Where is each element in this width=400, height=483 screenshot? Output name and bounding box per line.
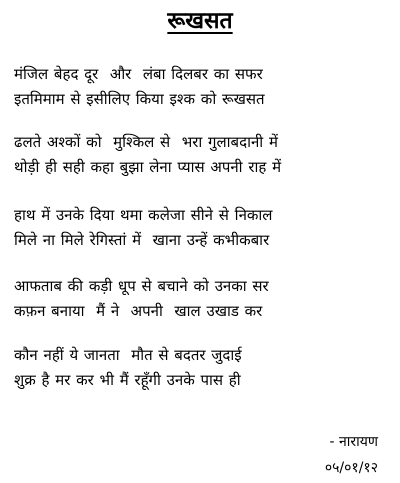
stanza-1 xyxy=(14,62,394,112)
poem-line: इतमिमाम से इसीलिए किया इश्क को रूखसत xyxy=(14,90,265,108)
poem-line: आफताब की कड़ी धूप से बचाने को उनका सर xyxy=(14,277,269,295)
stanza-5 xyxy=(14,343,394,393)
poem-line: ढलते अश्कों को मुश्किल से भरा गुलाबदानी में xyxy=(14,133,278,151)
stanza-3 xyxy=(14,203,394,253)
poem-line: कौन नहीं ये जानता मौत से बदतर जुदाई xyxy=(14,346,242,364)
poem-line: थोड़ी ही सही कहा बुझा लेना प्यास अपनी राह में xyxy=(14,158,282,176)
poem-line: हाथ में उनके दिया थमा कलेजा सीने से निकाल xyxy=(14,206,273,224)
stanza-2 xyxy=(14,130,394,180)
poem-line: शुक्र है मर कर भी मैं रहूँगी उनके पास ही xyxy=(14,371,241,389)
poem-date: ०५/०१/१२ xyxy=(324,460,378,476)
poem-line: कफ़न बनाया मैं ने अपनी खाल उखाड कर xyxy=(14,302,263,320)
poem-line: मंजिल बेहद दूर और लंबा दिलबर का सफर xyxy=(14,65,263,83)
author-signature: - नारायण xyxy=(329,434,378,450)
poem-line: मिले ना मिले रेगिस्तां में खाना उन्हें कभीकबार xyxy=(14,231,270,249)
poem-title: रूखसत xyxy=(167,8,233,34)
stanza-4 xyxy=(14,274,394,324)
